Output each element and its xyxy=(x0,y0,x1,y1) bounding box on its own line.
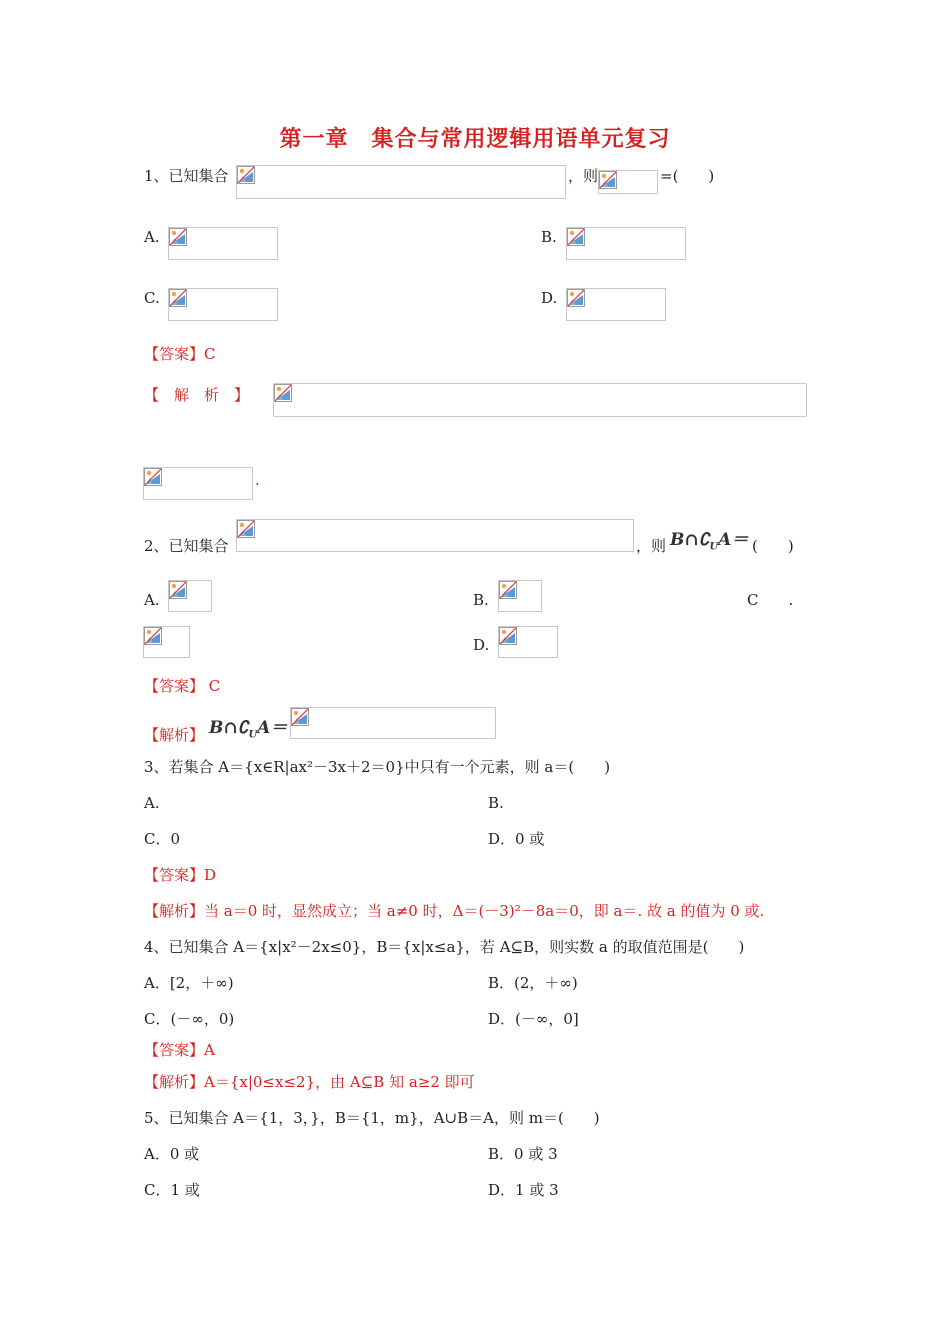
broken-image-icon xyxy=(291,708,309,726)
q1-option-b-label: B. xyxy=(541,228,557,246)
q2-option-c-image xyxy=(143,626,190,658)
q2-analysis-image xyxy=(290,707,496,739)
q1-set-image xyxy=(236,165,566,199)
q1-stem: 1、已知集合 xyxy=(144,167,229,185)
broken-image-icon xyxy=(567,228,585,246)
q2-stem: 2、已知集合 xyxy=(144,537,229,555)
broken-image-icon xyxy=(237,166,255,184)
q4-option-c: C．(－∞，0) xyxy=(144,1010,235,1028)
q2-option-a-image xyxy=(168,580,212,612)
q2-option-c-label: C . xyxy=(747,591,794,609)
q5-option-c: C．1 或 xyxy=(144,1181,200,1199)
q3-option-a: A. xyxy=(144,794,160,812)
broken-image-icon xyxy=(144,627,162,645)
q5-option-a: A．0 或 xyxy=(144,1145,200,1163)
q3-option-b: B. xyxy=(488,794,504,812)
q2-option-b-image xyxy=(498,580,542,612)
broken-image-icon xyxy=(144,468,162,486)
broken-image-icon xyxy=(599,171,617,189)
q1-expr-image xyxy=(598,170,658,194)
q4-answer: 【答案】A xyxy=(144,1041,215,1059)
q3-answer: 【答案】D xyxy=(144,866,217,884)
q3-analysis: 【解析】当 a＝0 时，显然成立；当 a≠0 时，Δ＝(－3)²－8a＝0，即 a＝. 故 a 的值为 0 或. xyxy=(144,902,765,920)
q2-answer: 【答案】 C xyxy=(144,677,221,695)
q4-option-d: D．(－∞，0] xyxy=(488,1010,579,1028)
q1-option-d-image xyxy=(566,288,666,321)
q1-option-a-label: A. xyxy=(144,228,160,246)
q3-option-c: C．0 xyxy=(144,830,181,848)
q2-set-image xyxy=(236,519,634,552)
q2-option-d-image xyxy=(498,626,558,658)
q2-option-d-label: D. xyxy=(473,636,490,654)
q1-answer: 【答案】C xyxy=(144,345,216,363)
broken-image-icon xyxy=(169,289,187,307)
q1-blank: =( ) xyxy=(660,167,715,185)
q5-option-b: B．0 或 3 xyxy=(488,1145,558,1163)
q2-option-a-label: A. xyxy=(144,591,160,609)
q1-option-a-image xyxy=(168,227,278,260)
q2-analysis-label: 【解析】 xyxy=(144,726,205,744)
broken-image-icon xyxy=(169,581,187,599)
q4-option-b: B．(2，＋∞) xyxy=(488,974,578,992)
broken-image-icon xyxy=(169,228,187,246)
q1-option-c-image xyxy=(168,288,278,321)
q1-analysis-label: 【 解 析 】 xyxy=(144,386,250,404)
q5-option-d: D．1 或 3 xyxy=(488,1181,559,1199)
q3-stem: 3、若集合 A＝{x∈R|ax²－3x＋2＝0}中只有一个元素，则 a＝( ) xyxy=(144,758,611,776)
q1-analysis-period: . xyxy=(255,471,260,489)
broken-image-icon xyxy=(237,520,255,538)
page-title: 第一章 集合与常用逻辑用语单元复习 xyxy=(279,127,671,152)
q4-option-a: A．[2，＋∞) xyxy=(144,974,234,992)
q5-stem: 5、已知集合 A＝{1，3，}，B＝{1，m}，A∪B＝A，则 m＝( ) xyxy=(144,1109,600,1127)
q1-analysis-image-2 xyxy=(143,467,253,500)
q1-option-b-image xyxy=(566,227,686,260)
q1-option-c-label: C. xyxy=(144,289,160,307)
broken-image-icon xyxy=(567,289,585,307)
q1-option-d-label: D. xyxy=(541,289,558,307)
q2-blank: ( ) xyxy=(752,537,794,555)
q4-analysis: 【解析】A＝{x|0≤x≤2}，由 A⊆B 知 a≥2 即可 xyxy=(144,1073,475,1091)
broken-image-icon xyxy=(499,627,517,645)
broken-image-icon xyxy=(274,384,292,402)
q3-option-d: D．0 或 xyxy=(488,830,545,848)
q2-then: ，则 xyxy=(636,537,667,555)
q1-analysis-image xyxy=(273,383,807,417)
q2-analysis-formula: $B\cap∁_UA=$ xyxy=(209,718,288,741)
broken-image-icon xyxy=(499,581,517,599)
q4-stem: 4、已知集合 A＝{x|x²－2x≤0}，B＝{x|x≤a}，若 A⊆B，则实数 a 的取值范围是( ) xyxy=(144,938,745,956)
q2-formula: $B\cap∁_UA=$ xyxy=(670,530,749,553)
q1-then: ，则 xyxy=(568,167,599,185)
q2-option-b-label: B. xyxy=(473,591,489,609)
